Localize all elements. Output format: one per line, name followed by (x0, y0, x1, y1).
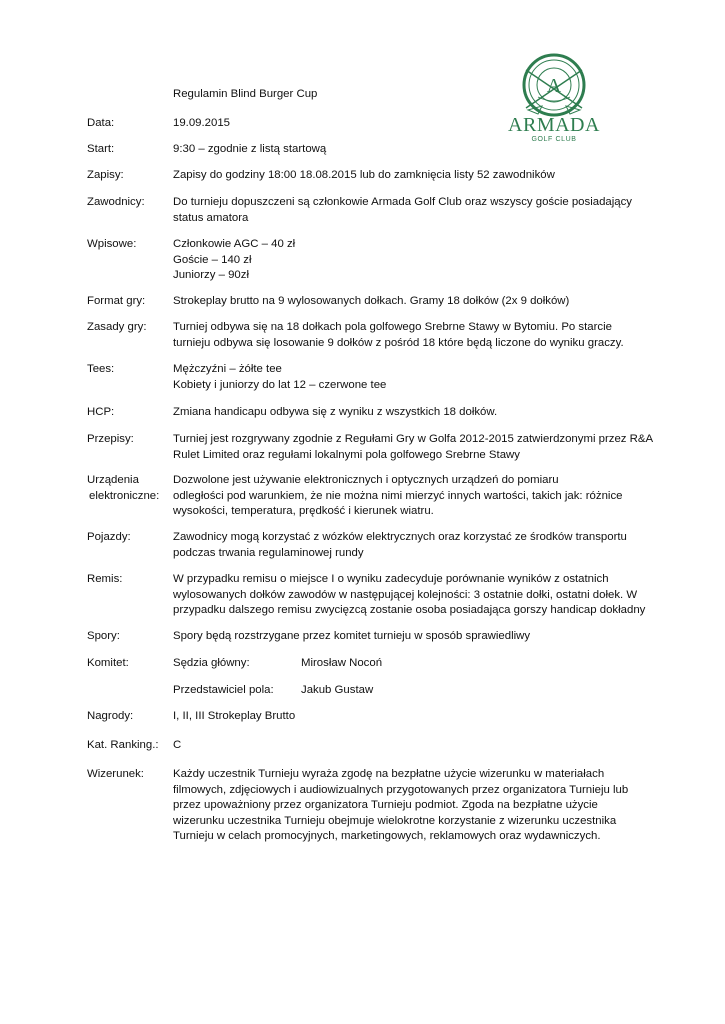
rule-value-line: Turniej odbywa się na 18 dołkach pola golfowego Srebrne Stawy w Bytomiu. Po starcie (173, 321, 612, 333)
logo-wordmark: ARMADA (508, 114, 600, 136)
rule-label (87, 629, 171, 645)
rule-label-line: Wpisowe: (87, 238, 137, 250)
rule-value (173, 195, 645, 226)
rule-value-line: Sędzia główny: (173, 657, 250, 669)
rule-value-line: wizerunku uczestnika Turnieju obejmuje wielokrotne korzystanie z wizerunku uczestnika (173, 814, 617, 827)
rule-label-line: Kat. Ranking.: (87, 739, 159, 751)
rule-value-line: podczas trwania regulaminowej rundy (173, 546, 364, 559)
rule-label (87, 195, 171, 211)
rule-label (87, 767, 171, 783)
rule-value-line: Strokeplay brutto na 9 wylosowanych dołkach. Gramy 18 dołków (2x 9 dołków) (173, 295, 570, 307)
rule-label (87, 738, 171, 754)
rule-value-line: Kobiety i juniorzy do lat 12 – czerwone tee (173, 378, 387, 391)
rule-value-line: Zawodnicy mogą korzystać z wózków elektrycznych oraz korzystać ze środków transportu (173, 531, 627, 543)
rule-value (173, 656, 645, 672)
committee-person-name: Mirosław Nocoń (301, 657, 383, 669)
rule-label-line: Wizerunek: (87, 768, 144, 780)
committee-person-name: Jakub Gustaw (301, 684, 374, 696)
rule-value (173, 709, 645, 725)
rule-label (87, 294, 171, 310)
rule-value (173, 683, 645, 699)
rule-label-line: Nagrody: (87, 710, 134, 722)
rule-label-line: Komitet: (87, 657, 129, 669)
rule-value (173, 237, 645, 284)
rule-label (87, 656, 171, 672)
rule-value (173, 738, 645, 754)
rule-label (87, 709, 171, 725)
rule-label (87, 168, 171, 184)
rule-value-line: wylosowanych dołków zawodów w następującej kolejności: 3 ostatnie dołki, ostatni dołek. W (173, 588, 638, 601)
rule-value (173, 294, 645, 310)
rule-label (87, 362, 171, 378)
rule-label-line: Przepisy: (87, 433, 134, 445)
rule-value-line: Zapisy do godziny 18:00 18.08.2015 lub do zamknięcia listy 52 zawodników (173, 169, 555, 181)
rule-value (173, 405, 645, 421)
rule-label (87, 432, 171, 448)
rule-value (173, 432, 654, 463)
rule-value-line: Członkowie AGC – 40 zł (173, 238, 296, 250)
rule-label-line: elektroniczne: (89, 489, 160, 502)
rule-label-line: Zawodnicy: (87, 196, 145, 208)
rule-label-line: Zapisy: (87, 169, 124, 181)
rule-value-line: 19.09.2015 (173, 117, 231, 129)
document-title: Regulamin Blind Burger Cup (173, 88, 318, 100)
rule-label (87, 405, 171, 421)
rule-value-line: 9:30 – zgodnie z listą startową (173, 143, 327, 155)
rule-label (87, 116, 171, 132)
rule-label-line: Spory: (87, 630, 120, 642)
rule-value (173, 168, 645, 184)
rule-value (173, 473, 645, 520)
rule-value-line: turnieju odbywa się losowanie 9 dołków z pośród 18 które będą liczone do wyniku graczy. (173, 336, 624, 349)
rule-value-line: I, II, III Strokeplay Brutto (173, 710, 296, 722)
rule-value (173, 116, 645, 132)
rule-label-line: HCP: (87, 406, 115, 418)
rule-value-line: Dozwolone jest używanie elektronicznych i optycznych urządzeń do pomiaru (173, 474, 559, 486)
rule-label-line: Format gry: (87, 295, 146, 307)
rule-value-line: wysokości, temperatura, prędkość i kierunek wiatru. (173, 505, 434, 517)
rule-label (87, 530, 171, 546)
rule-label (87, 142, 171, 158)
rule-value-line: Do turnieju dopuszczeni są członkowie Armada Golf Club oraz wszyscy goście posiadający (173, 196, 633, 208)
rule-label-line: Data: (87, 117, 115, 129)
rule-label-line: Urządenia (87, 474, 139, 486)
rule-label-line: Zasady gry: (87, 321, 147, 333)
logo-subtitle: GOLF CLUB (531, 136, 577, 143)
rule-value (173, 767, 645, 845)
rule-value (173, 530, 645, 561)
rule-value-line: Turniej jest rozgrywany zgodnie z Regułami Gry w Golfa 2012-2015 zatwierdzonymi przez R&A (173, 433, 654, 445)
rule-label-line: Tees: (87, 363, 115, 375)
rule-label (87, 320, 171, 336)
rule-value-line: Turnieju w celach promocyjnych, marketingowych, reklamowych oraz wydawniczych. (173, 830, 601, 842)
rule-label-line: Start: (87, 143, 115, 155)
rule-label-line: Pojazdy: (87, 531, 131, 543)
svg-text:A: A (546, 75, 562, 97)
rule-label-line: Remis: (87, 573, 123, 585)
rule-value (173, 142, 645, 158)
rule-value (173, 362, 645, 393)
rule-value (173, 572, 645, 619)
rule-value (173, 320, 645, 351)
rule-value-line: W przypadku remisu o miejsce I o wyniku zadecyduje porównanie wyników z ostatnich (173, 573, 609, 585)
rule-value-line: filmowych, zdjęciowych i audiowizualnych przygotowanych przez organizatora Turnieju lub (173, 783, 629, 796)
rule-value-line: Zmiana handicapu odbywa się z wyniku z wszystkich 18 dołków. (173, 406, 498, 418)
rule-value-line: Przedstawiciel pola: (173, 684, 274, 696)
rule-value-line: przez upoważniony przez organizatora Turnieju podmiot. Zgoda na bezpłatne użycie (173, 799, 598, 811)
rule-value-line: Rulet Limited oraz regułami lokalnymi pola golfowego Srebrne Stawy (173, 448, 520, 461)
rule-label (87, 572, 171, 588)
rule-value-line: odległości pod warunkiem, że nie można nimi mierzyć innych wartości, takich jak: różnice (173, 489, 623, 502)
rule-label (87, 237, 171, 253)
rule-value-line: Każdy uczestnik Turnieju wyraża zgodę na bezpłatne użycie wizerunku w materiałach (173, 768, 605, 780)
rule-value (173, 629, 645, 645)
rule-value-line: Mężczyźni – żółte tee (173, 363, 282, 375)
rule-value-line: przypadku dalszego remisu zwycięzcą zostanie osoba posiadająca gorszy handicap dokładny (173, 604, 646, 616)
rule-label (87, 473, 171, 504)
rule-value-line: Goście – 140 zł (173, 253, 252, 266)
rule-value-line: C (173, 739, 182, 751)
rule-value-line: status amatora (173, 211, 249, 224)
rule-value-line: Spory będą rozstrzygane przez komitet turnieju w sposób sprawiedliwy (173, 630, 531, 642)
rule-value-line: Juniorzy – 90zł (173, 269, 249, 281)
